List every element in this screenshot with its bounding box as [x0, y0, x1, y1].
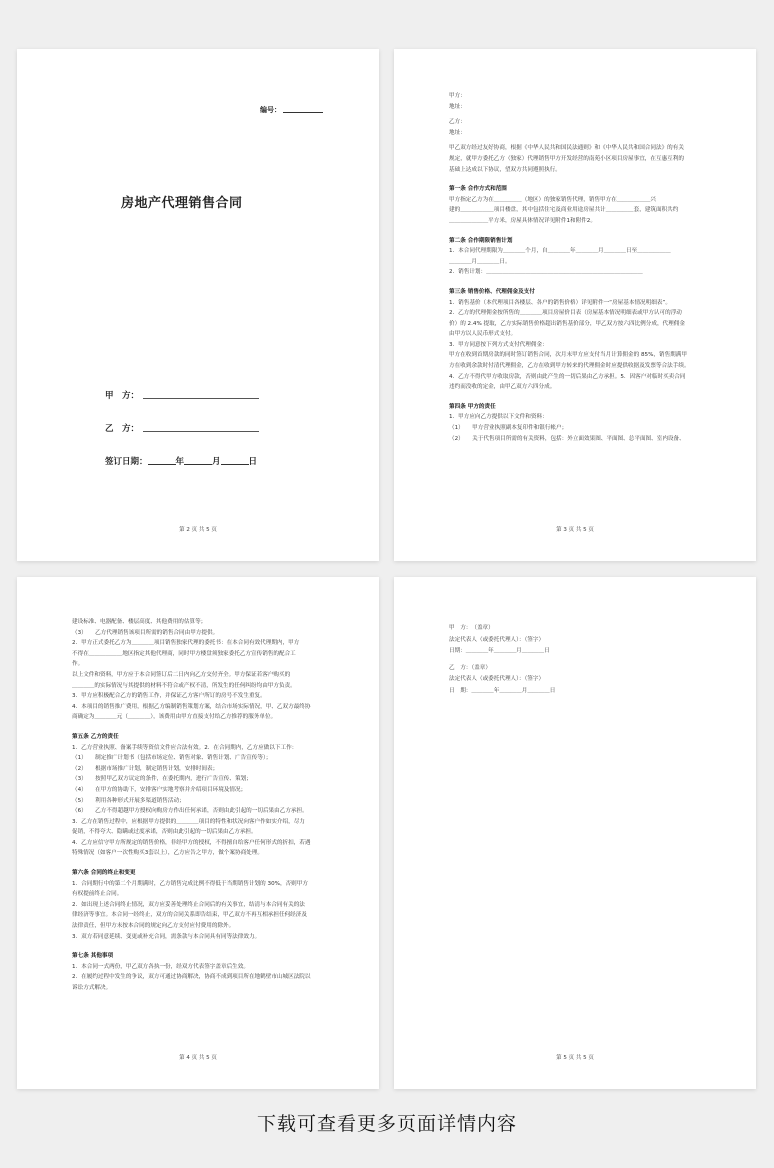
- text-line: 2．销售计划：＿＿＿＿＿＿＿＿＿＿＿＿＿＿＿＿＿＿＿＿＿＿＿＿＿＿＿＿: [449, 269, 643, 276]
- text-line: （6） 乙方不得超越甲方授权向购房方作出任何承诺，否则由此引起的一切后果由乙方承担。: [72, 808, 308, 815]
- text-line: 甲 方： （盖章）: [449, 625, 494, 631]
- text-line: 法律责任，但甲方未按本合同的规定向乙方支付应付费用的除外。: [72, 923, 235, 930]
- download-caption: 下载可查看更多页面详情内容: [256, 1113, 517, 1135]
- text-line: 由甲方以人民币形式支付。: [449, 331, 517, 338]
- text-line: 律经济等事宜。本合同一经终止，双方的合同关系即告结束，甲乙双方不再互相承担任何经济及: [72, 912, 307, 919]
- text-line: 特殊情况（如客户一次性购买3套以上），乙方应告之甲方，做个案协商处理。: [72, 850, 263, 857]
- page-3-body: [449, 91, 704, 444]
- document-title: 房地产代理销售合同: [121, 196, 243, 211]
- party-b-label: 乙 方：: [105, 424, 140, 434]
- text-line: （3） 乙方代理销售该项目所需的销售合同由甲方提供。: [72, 629, 219, 636]
- contract-page-3: [394, 49, 756, 561]
- day-label: 日: [248, 457, 258, 467]
- party-a-label: 甲 方：: [105, 391, 140, 401]
- month-label: 月: [212, 457, 221, 467]
- month-blank: [184, 464, 212, 465]
- text-line: 2．甲方正式委托乙方为＿＿＿＿项目销售独家代理的委托书：在本合同有效代理期内，甲方: [72, 640, 300, 647]
- text-line: 甲乙双方经过友好协商，根据《中华人民共和国民法通则》和《中华人民共和国合同法》的有关: [449, 145, 684, 152]
- page-footer: 第 3 页 共 5 页: [556, 527, 594, 533]
- sign-date-line: [105, 455, 257, 467]
- text-line: 甲方：: [449, 93, 466, 99]
- section-heading: 第四条 甲方的责任: [449, 403, 496, 410]
- text-line: （1） 甲方营业执照副本复印件和银行帐户；: [449, 425, 568, 432]
- page-footer: 第 5 页 共 5 页: [556, 1055, 594, 1061]
- text-line: 3．乙方在销售过程中，应根据甲方提供的＿＿＿＿项目的特性和状况向客户作如实介绍，尽力: [72, 818, 305, 825]
- text-line: 1．甲方应向乙方提供以下文件和资料：: [449, 414, 548, 421]
- text-line: （2） 关于代售项目所需的有关资料，包括：外立面效果图、平面图、总平面图、室内设备、: [449, 435, 685, 442]
- text-line: 1．合同期行中的第二个月期满时，乙方销售完成比例不得低于当期销售计划的 30%，否则甲方: [72, 880, 308, 887]
- sign-date-label: 签订日期：: [105, 457, 148, 467]
- section-heading: 第五条 乙方的责任: [72, 733, 119, 740]
- text-line: （4） 在甲方的协助下，安排客户实地考察并介绍项目环境及情况；: [72, 786, 247, 793]
- text-line: 以上文件和资料，甲方应于本合同签订后二日内向乙方交付齐全。甲方保证若客户购买的: [72, 671, 291, 678]
- section-heading: 第七条 其他事项: [72, 953, 114, 960]
- year-label: 年: [175, 457, 185, 467]
- text-line: 地址：: [449, 129, 466, 136]
- text-line: 1．本合同代理期限为＿＿＿＿个月，自＿＿＿＿年＿＿＿＿月＿＿＿＿日至＿＿＿＿＿＿: [449, 248, 671, 255]
- text-line: 日 期：＿＿＿＿年＿＿＿＿月＿＿＿＿日: [449, 687, 556, 694]
- text-line: 4．本项目的销售推广费用，根据乙方编制销售策划方案，结合市场实际情况，甲、乙双方最终协: [72, 703, 311, 710]
- text-line: 基础上达成以下协议，望双方共同遵照执行。: [449, 166, 561, 173]
- section-heading: 第三条 销售价格、代理佣金及支付: [449, 288, 535, 295]
- contract-number-label: 编号：: [260, 106, 281, 114]
- text-line: （5） 利用各种形式开展多渠道销售活动；: [72, 797, 185, 804]
- contract-number: [260, 105, 323, 115]
- text-line: 1．销售基价（本代理项目各楼层、各户的销售价格）详见附件一“房屋基本情况明细表”。: [449, 299, 671, 306]
- text-line: 1．乙方营业执照、备案手续等资信文件应合法有效。2．在合同期内，乙方应做以下工作：: [72, 744, 298, 751]
- text-line: （3） 按照甲乙双方议定的条件，在委托期内，进行广告宣传、策划；: [72, 776, 252, 783]
- text-line: 方在收到余款时付清代理佣金，乙方在收到甲方转来的代理佣金时应提供收据及发票等合法手续。: [449, 363, 690, 370]
- text-line: 乙方：: [449, 119, 466, 126]
- text-line: 2．在履约过程中发生的争议，双方可通过协商解决，协商不成到项目所在地鹤壁市山城区法院以: [72, 974, 311, 981]
- text-line: 乙 方：（盖章）: [449, 664, 491, 671]
- section-heading: 第二条 合作期限销售计划: [449, 237, 513, 244]
- page-5-body: [449, 623, 704, 697]
- page-footer: 第 4 页 共 5 页: [179, 1055, 217, 1061]
- text-line: 不得在＿＿＿＿＿＿地区指定其他代理商，同时甲方楼盘须独家委托乙方宣传销售的配合工: [72, 650, 296, 657]
- text-line: 甲方指定乙方为在＿＿＿＿＿（地区）的独家销售代理，销售甲方在＿＿＿＿＿＿兴: [449, 196, 656, 203]
- text-line: ＿＿＿＿月＿＿＿＿日。: [449, 258, 511, 265]
- text-line: 价）的 2.4% 提取，乙方实际销售价格超出销售基价部分，甲乙双方按六四比例分成，代理佣金: [449, 320, 685, 327]
- text-line: 建设标准、电器配备、楼层高度、其他费用的估算等；: [72, 619, 207, 625]
- text-line: 4．乙方应信守甲方所规定的销售价格，非经甲方的授权，不得擅自给客户任何形式的折扣，若遇: [72, 839, 311, 846]
- text-line: 地址：: [449, 103, 466, 110]
- text-line: 有权提前终止合同。: [72, 891, 123, 898]
- text-line: 法定代表人（或委托代理人）：（签字）: [449, 636, 545, 643]
- party-b-blank: [143, 431, 259, 432]
- text-line: 违约而没收的定金，由甲乙双方六四分成。: [449, 384, 556, 391]
- contract-page-5: [394, 577, 756, 1089]
- text-line: ＿＿＿＿的实际情况与其提供的材料不符合或产权不清，所发生的任何纠纷均由甲方负责。: [72, 682, 296, 689]
- text-line: 甲方在收到首期房款的同时签订销售合同，次月末甲方应支付当月计算佣金的 85%，销售期满甲: [449, 352, 687, 359]
- year-blank: [148, 464, 176, 465]
- text-line: 4．乙方不得代甲方收取房款，否则由此产生的一切后果由乙方承担。5．因客户对临时买卖合同: [449, 373, 686, 380]
- day-blank: [221, 464, 249, 465]
- section-heading: 第六条 合同的终止和变更: [72, 870, 136, 877]
- text-line: 1．本合同一式两份，甲乙双方各执一份，经双方代表签字盖章后生效。: [72, 963, 249, 970]
- text-line: 诉讼方式解决。: [72, 985, 112, 991]
- section-heading: 第一条 合作方式和范围: [449, 186, 507, 193]
- text-line: 作。: [72, 661, 84, 668]
- text-line: 3．甲方应积极配合乙方的销售工作，并保证乙方客户所订的房号不发生重复。: [72, 693, 266, 700]
- text-line: （1） 制定推广计划书（包括市场定位、销售对象、销售计划、广告宣传等）；: [72, 755, 272, 762]
- party-a-line: [105, 389, 259, 401]
- party-b-line: [105, 422, 259, 434]
- page-footer: 第 2 页 共 5 页: [179, 527, 217, 533]
- text-line: 规定，就甲方委托乙方（独家）代理销售甲方开发经营的南苑小区项目房屋事宜，在互惠互利的: [449, 155, 684, 162]
- contract-page-4: [17, 577, 379, 1089]
- text-line: 2．如出现上述合同终止情况，双方应妥善处理终止合同后的有关事宜，结清与本合同有关的法: [72, 901, 305, 908]
- party-a-blank: [143, 398, 259, 399]
- text-line: （2） 根据市场推广计划，制定销售计划，安排时间表；: [72, 765, 219, 772]
- text-line: ＿＿＿＿＿＿＿平方米，房屋具体情况详见附件1和附件2。: [449, 217, 596, 224]
- text-line: 日期：＿＿＿＿年＿＿＿＿月＿＿＿＿日: [449, 648, 550, 654]
- text-line: 法定代表人（或委托代理人）：（签字）: [449, 676, 545, 682]
- text-line: 建的＿＿＿＿＿＿项目楼盘，其中包括住宅及商业用途房屋共计＿＿＿＿＿套，建筑面积共约: [449, 207, 679, 214]
- text-line: 商确定为＿＿＿＿元（＿＿＿＿），该费用由甲方直接支付给乙方推荐的服务单位。: [72, 714, 277, 721]
- text-line: 促销，不得夸大、隐瞒或过度承诺，否则由此引起的一切后果由乙方承担。: [72, 829, 257, 836]
- text-line: 3．双方若同意延续、变更或补充合同，需条款与本合同具有同等法律效力。: [72, 933, 261, 940]
- page-4-body: [72, 617, 327, 994]
- text-line: 3．甲方同意按下列方式支付代理佣金：: [449, 341, 548, 348]
- text-line: 2．乙方的代理佣金按所售的＿＿＿＿项目房屋价目表（房屋基本情况明细表或甲方认可的浮动: [449, 310, 682, 317]
- cover-page: [17, 49, 379, 561]
- contract-number-blank: [283, 112, 323, 113]
